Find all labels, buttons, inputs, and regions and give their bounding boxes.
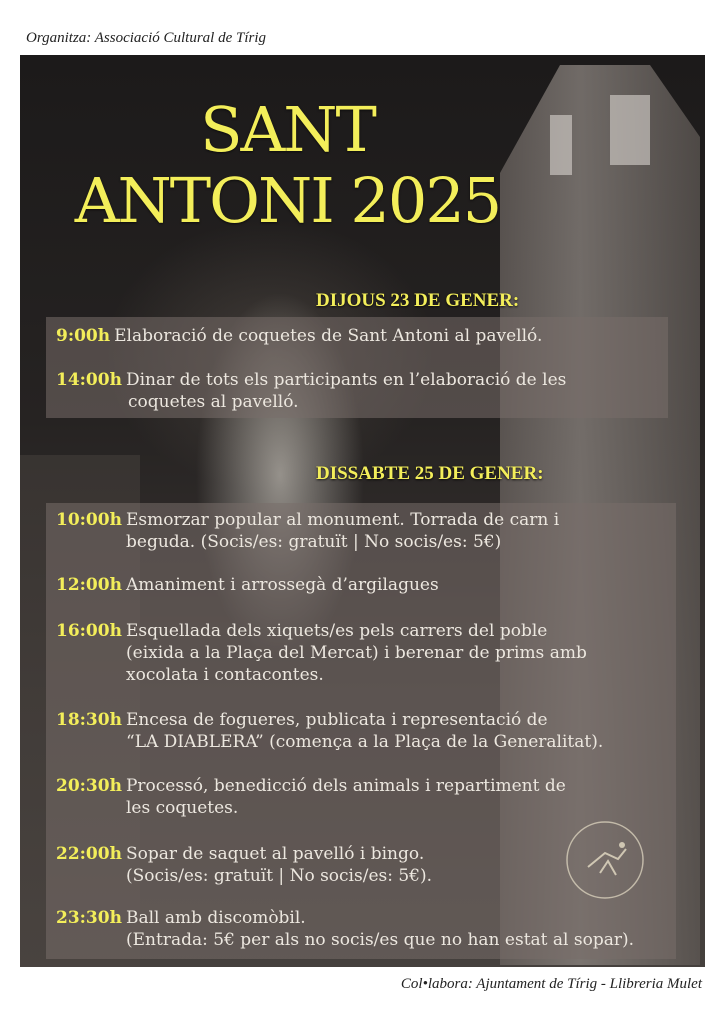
- event-time: 16:00h: [56, 621, 122, 641]
- event-description: Sopar de saquet al pavelló i bingo.: [125, 844, 425, 864]
- event-title-line-2: ANTONI 2025: [74, 164, 501, 237]
- event-description: Amaniment i arrossegà d’argilagues: [125, 575, 439, 595]
- event-description-cont: (Socis/es: gratuït | No socis/es: 5€).: [126, 866, 433, 886]
- schedule-panel-thursday: [46, 317, 668, 418]
- schedule-item: [56, 325, 662, 347]
- event-description: Dinar de tots els participants en l’elaboració de les: [125, 370, 567, 390]
- tower-window: [610, 95, 650, 165]
- schedule-item: [56, 369, 662, 413]
- event-time: 9:00h: [56, 326, 111, 346]
- schedule-item: [56, 509, 670, 553]
- event-time: 18:30h: [56, 710, 122, 730]
- event-time: 20:30h: [56, 776, 122, 796]
- schedule-item: [56, 574, 670, 596]
- day-heading-saturday: DISSABTE 25 DE GENER:: [316, 463, 544, 484]
- event-time: 12:00h: [56, 575, 122, 595]
- association-logo-icon: [560, 815, 650, 905]
- event-description-cont: xocolata i contacontes.: [126, 665, 324, 685]
- day-heading-thursday: DIJOUS 23 DE GENER:: [316, 290, 520, 311]
- event-description: Encesa de fogueres, publicata i representació de: [125, 710, 548, 730]
- event-description-cont: les coquetes.: [126, 798, 239, 818]
- collaborator-credit: Col•labora: Ajuntament de Tírig - Llibreria Mulet: [400, 976, 702, 992]
- schedule-item: [56, 907, 670, 951]
- event-description: Esmorzar popular al monument. Torrada de carn i: [125, 510, 560, 530]
- schedule-item: [56, 775, 670, 819]
- schedule-item: [56, 620, 670, 686]
- event-time: 22:00h: [56, 844, 122, 864]
- event-description: Ball amb discomòbil.: [125, 908, 306, 928]
- event-description: Esquellada dels xiquets/es pels carrers del poble: [125, 621, 548, 641]
- event-title-line-1: SANT: [200, 93, 375, 166]
- event-time: 23:30h: [56, 908, 122, 928]
- event-description: Elaboració de coquetes de Sant Antoni al pavelló.: [114, 326, 543, 346]
- event-time: 10:00h: [56, 510, 122, 530]
- event-description-cont: “LA DIABLERA” (comença a la Plaça de la Generalitat).: [126, 732, 604, 752]
- event-description-cont: coquetes al pavelló.: [128, 392, 299, 412]
- event-description-cont: (Entrada: 5€ per als no socis/es que no han estat al sopar).: [126, 930, 635, 950]
- schedule-item: [56, 709, 670, 753]
- organizer-credit: Organitza: Associació Cultural de Tírig: [26, 30, 267, 46]
- event-description: Processó, benedicció dels animals i repartiment de: [125, 776, 566, 796]
- event-description-cont: (eixida a la Plaça del Mercat) i berenar de prims amb: [126, 643, 587, 663]
- event-time: 14:00h: [56, 370, 122, 390]
- event-description-cont: beguda. (Socis/es: gratuït | No socis/es: 5€): [126, 532, 502, 552]
- poster: [20, 55, 705, 967]
